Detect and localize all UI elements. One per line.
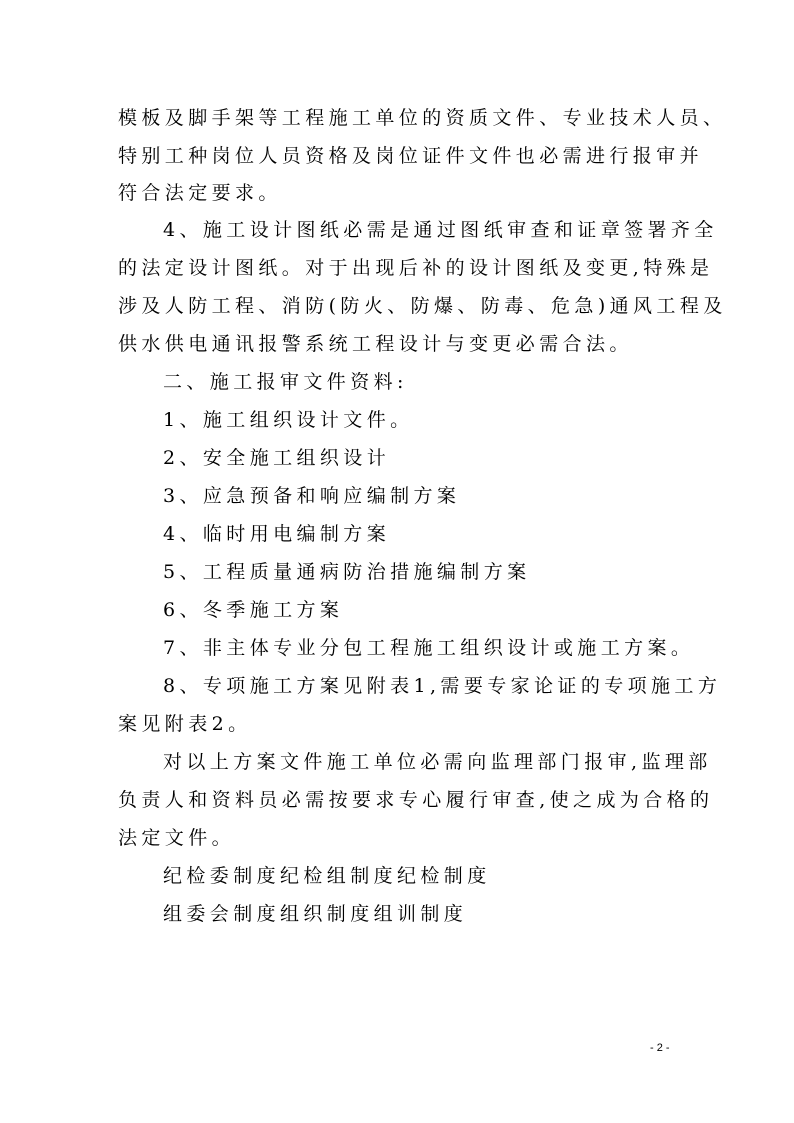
list-item: 2、安全施工组织设计 xyxy=(163,447,391,469)
text-line: 纪检委制度纪检组制度纪检制度 xyxy=(163,865,491,887)
text-line: 组委会制度组织制度组训制度 xyxy=(163,903,468,925)
text-line: 供水供电通讯报警系统工程设计与变更必需合法。 xyxy=(118,333,633,355)
list-item: 4、临时用电编制方案 xyxy=(163,523,391,545)
page-number: - 2 - xyxy=(650,1042,670,1054)
list-item: 5、工程质量通病防治措施编制方案 xyxy=(163,561,531,583)
list-item: 7、非主体专业分包工程施工组织设计或施工方案。 xyxy=(163,637,695,659)
text-line: 对以上方案文件施工单位必需向监理部门报审,监理部 xyxy=(163,751,712,773)
text-line: 负责人和资料员必需按要求专心履行审查,使之成为合格的 xyxy=(118,789,714,811)
list-item: 1、施工组织设计文件。 xyxy=(163,409,414,431)
text-line: 符合法定要求。 xyxy=(118,182,282,204)
text-line: 4、施工设计图纸必需是通过图纸审查和证章签署齐全 xyxy=(163,219,718,241)
list-item: 3、应急预备和响应编制方案 xyxy=(163,485,461,507)
list-item: 6、冬季施工方案 xyxy=(163,599,344,621)
text-line: 特别工种岗位人员资格及岗位证件文件也必需进行报审并 xyxy=(118,145,704,167)
text-line: 模板及脚手架等工程施工单位的资质文件、专业技术人员、 xyxy=(118,107,727,129)
text-line: 的法定设计图纸。对于出现后补的设计图纸及变更,特殊是 xyxy=(118,257,714,279)
text-line: 涉及人防工程、消防(防火、防爆、防毒、危急)通风工程及 xyxy=(118,295,727,317)
text-line: 案见附表2。 xyxy=(118,713,252,735)
section-heading: 二、施工报审文件资料: xyxy=(163,371,408,393)
list-item: 8、专项施工方案见附表1,需要专家论证的专项施工方 xyxy=(163,675,722,697)
text-line: 法定文件。 xyxy=(118,827,236,849)
